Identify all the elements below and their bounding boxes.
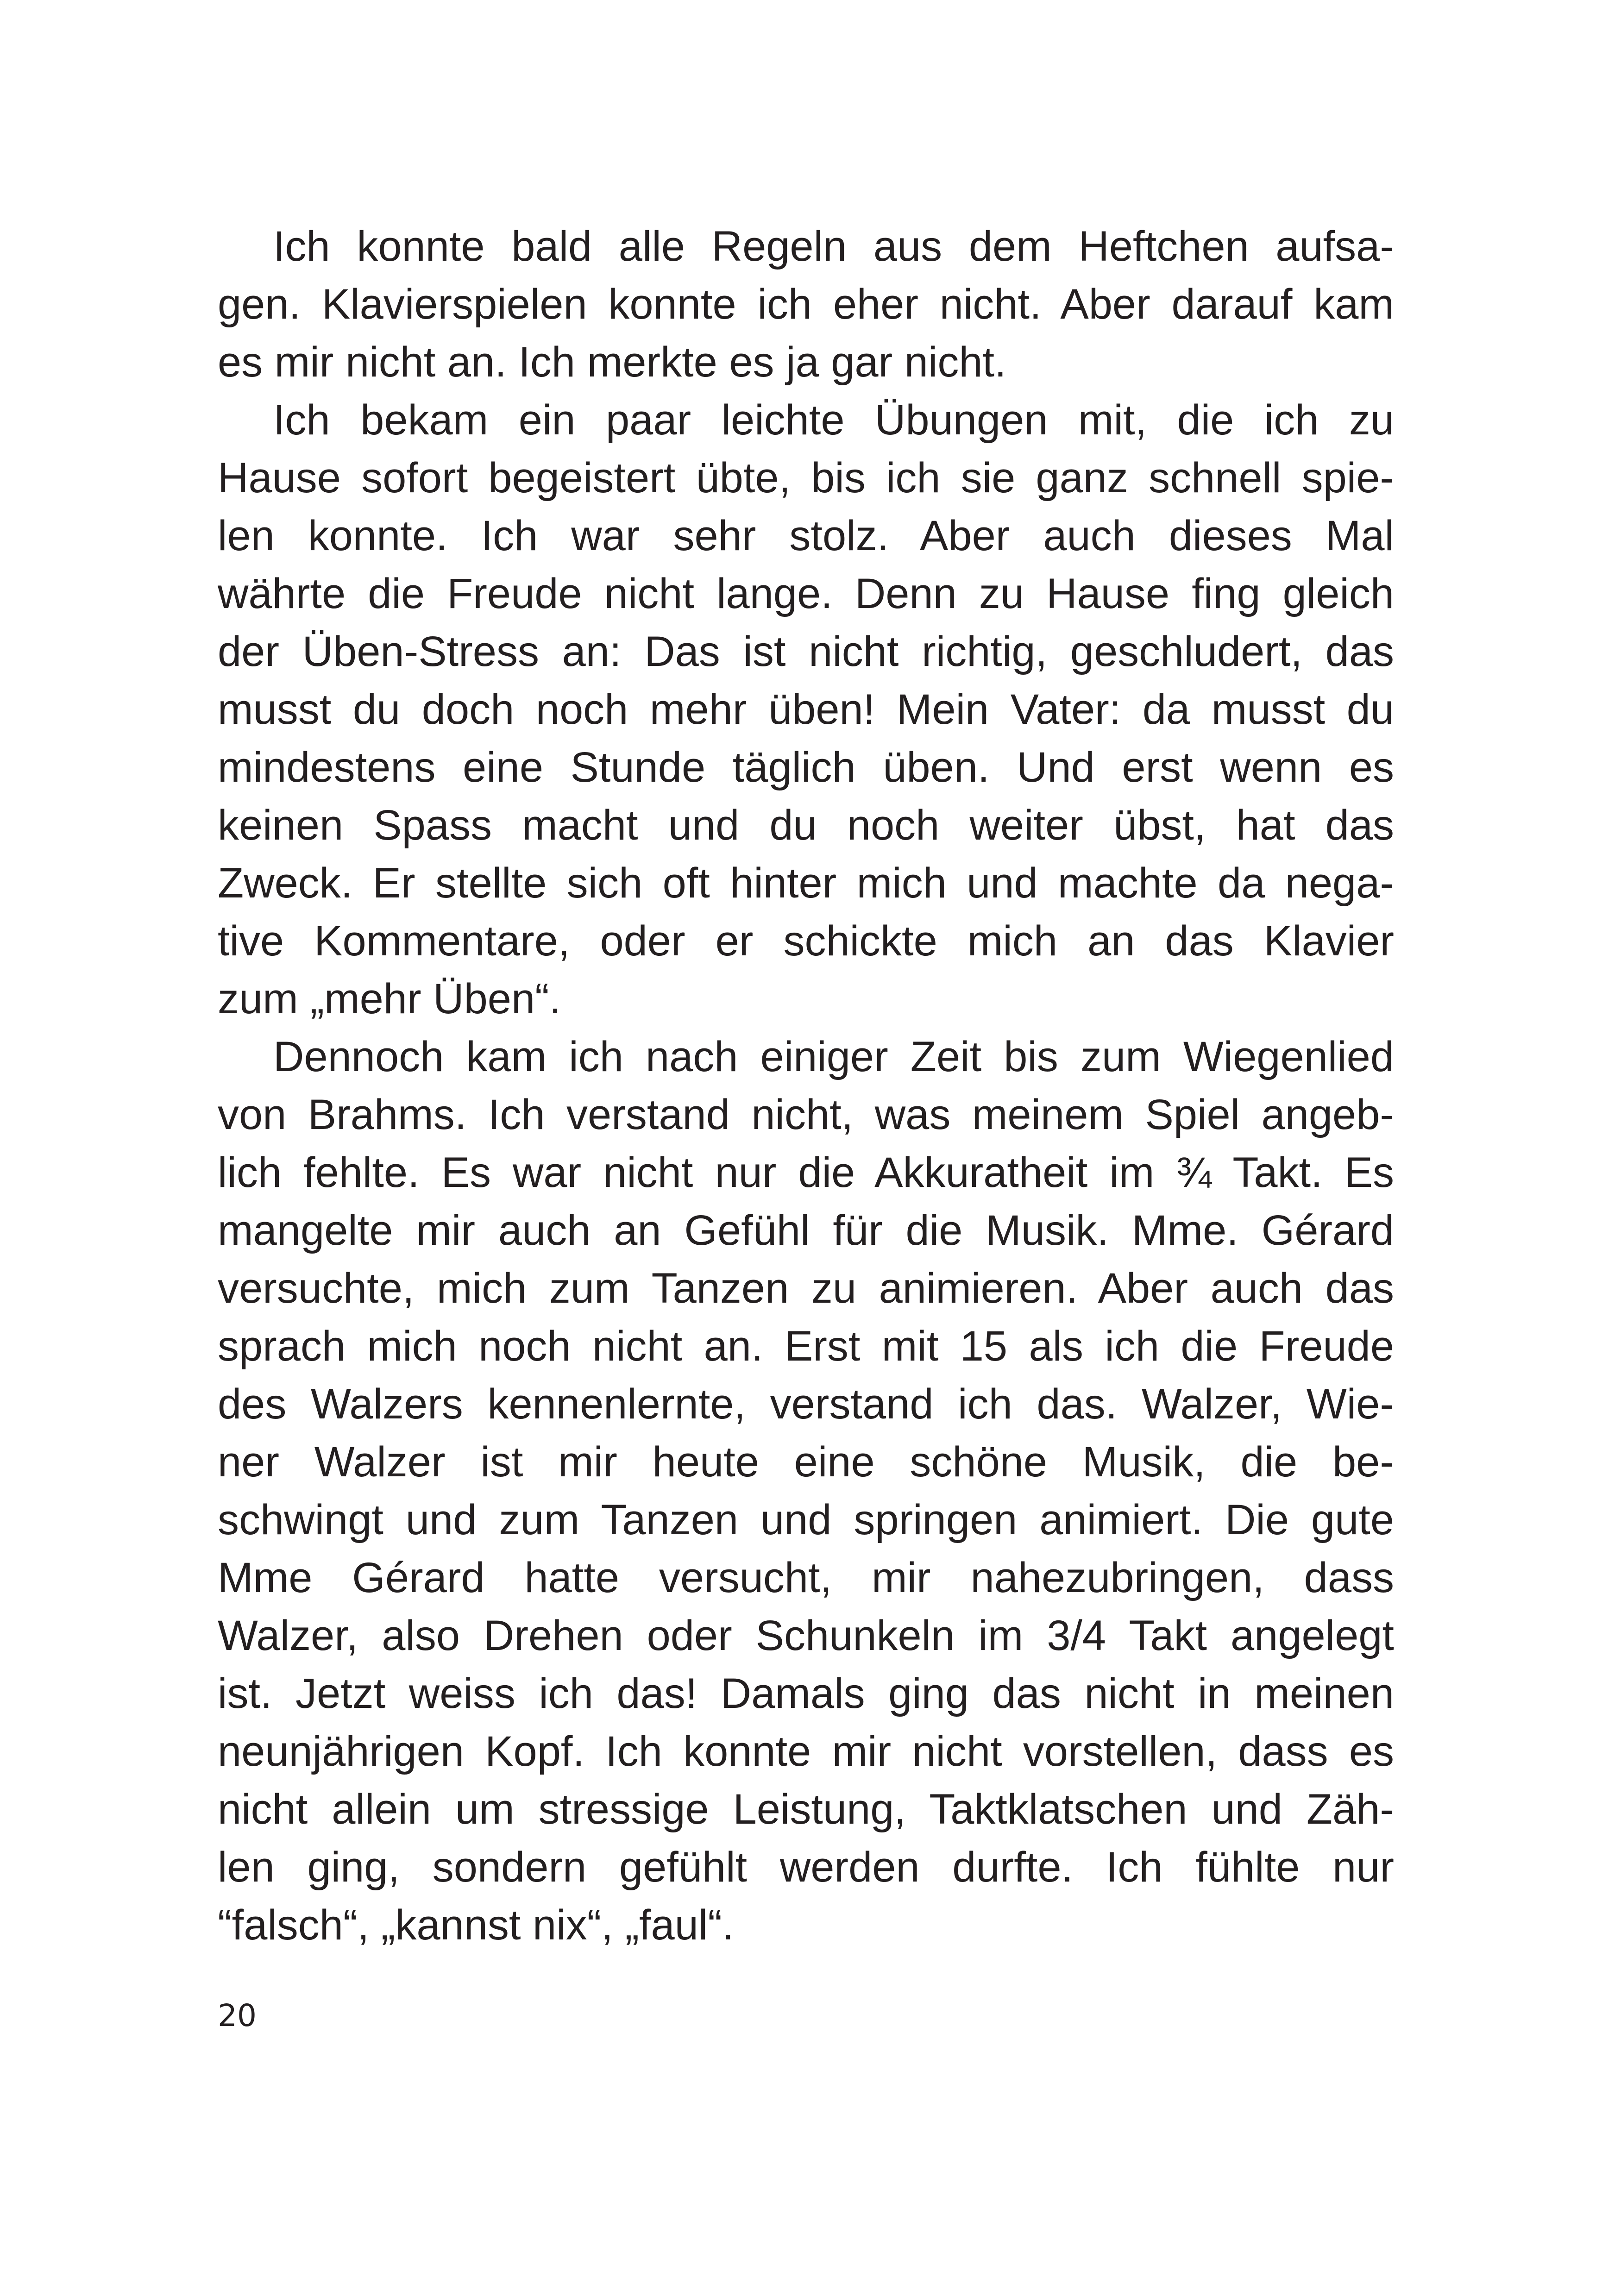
text-line: “falsch“, „kannst nix“, „faul“. (218, 1901, 734, 1949)
text-line: len ging, sondern gefühlt werden durfte. Ich fühlte nur (218, 1844, 1394, 1891)
text-line: keinen Spass macht und du noch weiter übst, hat das (218, 802, 1394, 849)
text-line: nicht allein um stressige Leistung, Taktklatschen und Zäh- (218, 1786, 1394, 1833)
text-line: mangelte mir auch an Gefühl für die Musik. Mme. Gérard (218, 1207, 1394, 1254)
text-line: der Üben-Stress an: Das ist nicht richtig, geschludert, das (218, 628, 1394, 675)
text-line: schwingt und zum Tanzen und springen animiert. Die gute (218, 1496, 1394, 1543)
text-line: es mir nicht an. Ich merkte es ja gar nicht. (218, 339, 1006, 386)
text-line: von Brahms. Ich verstand nicht, was meinem Spiel angeb- (218, 1091, 1394, 1138)
text-line: tive Kommentare, oder er schickte mich an das Klavier (218, 917, 1394, 965)
text-line: lich fehlte. Es war nicht nur die Akkuratheit im ¾ Takt. Es (218, 1149, 1394, 1196)
paragraph-3 (218, 1028, 1394, 1954)
text-line: Dennoch kam ich nach einiger Zeit bis zum Wiegenlied (273, 1033, 1394, 1080)
page-number: 20 (218, 1998, 257, 2033)
text-line: ist. Jetzt weiss ich das! Damals ging das nicht in meinen (218, 1670, 1394, 1717)
text-line: versuchte, mich zum Tanzen zu animieren. Aber auch das (218, 1265, 1394, 1312)
text-line: Walzer, also Drehen oder Schunkeln im 3/4 Takt angelegt (218, 1612, 1394, 1659)
body-text (218, 218, 1394, 1954)
text-line: zum „mehr Üben“. (218, 975, 561, 1023)
paragraph-1 (218, 218, 1394, 391)
text-line: des Walzers kennenlernte, verstand ich das. Walzer, Wie- (218, 1380, 1394, 1428)
text-line: Mme Gérard hatte versucht, mir nahezubringen, dass (218, 1554, 1394, 1601)
paragraph-2 (218, 391, 1394, 1028)
text-line: gen. Klavierspielen konnte ich eher nicht. Aber darauf kam (218, 281, 1394, 328)
text-line: Ich bekam ein paar leichte Übungen mit, die ich zu (273, 396, 1394, 444)
text-line: währte die Freude nicht lange. Denn zu Hause fing gleich (218, 570, 1394, 617)
text-line: ner Walzer ist mir heute eine schöne Musik, die be- (218, 1438, 1394, 1486)
text-line: Ich konnte bald alle Regeln aus dem Heftchen aufsa- (273, 223, 1394, 270)
text-line: Hause sofort begeistert übte, bis ich sie ganz schnell spie- (218, 454, 1394, 502)
text-line: Zweck. Er stellte sich oft hinter mich und machte da nega- (218, 859, 1394, 907)
text-line: mindestens eine Stunde täglich üben. Und erst wenn es (218, 744, 1394, 791)
text-line: len konnte. Ich war sehr stolz. Aber auch dieses Mal (218, 512, 1394, 559)
text-line: musst du doch noch mehr üben! Mein Vater: da musst du (218, 686, 1394, 733)
text-line: sprach mich noch nicht an. Erst mit 15 als ich die Freude (218, 1323, 1394, 1370)
text-line: neunjährigen Kopf. Ich konnte mir nicht vorstellen, dass es (218, 1728, 1394, 1775)
